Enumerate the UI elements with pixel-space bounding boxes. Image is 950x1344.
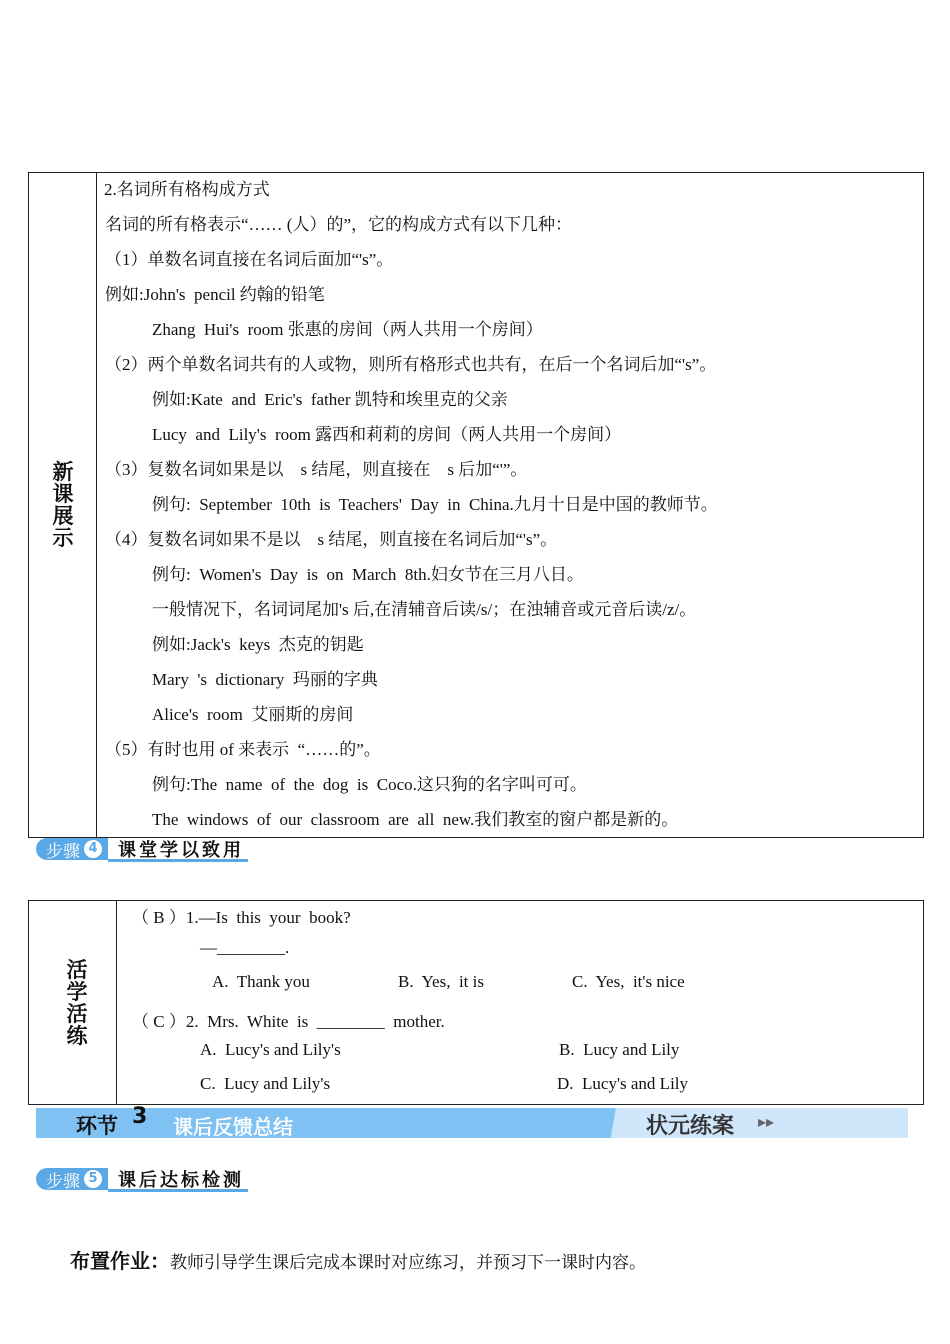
practice-table xyxy=(28,900,924,1105)
step-pill xyxy=(36,1168,108,1190)
homework-label: 布置作业： xyxy=(70,1249,170,1273)
content-line: 2.名词所有格构成方式 xyxy=(104,180,270,199)
content-line: （2）两个单数名词共有的人或物，则所有格形式也共有，在后一个名词后加“'s”。 xyxy=(105,355,717,374)
step4-header xyxy=(36,836,248,862)
content-line: 例如:Kate and Eric's father 凯特和埃里克的父亲 xyxy=(152,390,508,409)
side-label: 新课展示 xyxy=(52,460,74,550)
homework xyxy=(70,1245,646,1274)
step-pill xyxy=(36,838,108,860)
content-line: （3）复数名词如果是以 s 结尾，则直接在 s 后加“'”。 xyxy=(105,460,528,479)
content-line: 名词的所有格表示“…… (人）的”，它的构成方式有以下几种： xyxy=(105,215,573,234)
content-line: 例如:John's pencil 约翰的铅笔 xyxy=(105,285,325,304)
content-line: 一般情况下，名词词尾加's 后,在清辅音后读/s/；在浊辅音或元音后读/z/。 xyxy=(152,600,697,619)
content-line: 例句: September 10th is Teachers' Day in China.九月十日是中国的教师节。 xyxy=(152,495,718,514)
content-line: （1）单数名词直接在名词后面加“'s”。 xyxy=(105,250,394,269)
step-label: 步骤 xyxy=(46,841,80,862)
content-line: （5）有时也用 of 来表示 “……的”。 xyxy=(105,740,381,759)
content-line: （4）复数名词如果不是以 s 结尾，则直接在名词后加“'s”。 xyxy=(105,530,558,549)
step-label: 步骤 xyxy=(46,1171,80,1192)
answer-blank: —________. xyxy=(200,938,290,957)
content-line: 例句: Women's Day is on March 8th.妇女节在三月八日。 xyxy=(152,565,584,584)
option: C. Yes, it's nice xyxy=(572,972,685,991)
step-number: 4 xyxy=(84,840,102,858)
step-title: 课后达标检测 xyxy=(108,1166,248,1192)
content-line: Alice's room 艾丽斯的房间 xyxy=(152,705,354,724)
section-banner xyxy=(36,1104,908,1139)
content-line: The windows of our classroom are all new.我们教室的窗户都是新的。 xyxy=(152,810,679,829)
option: B. Yes, it is xyxy=(398,972,484,991)
content-line: 例句:The name of the dog is Coco.这只狗的名字叫可可。 xyxy=(152,775,587,794)
banner-left: 环节 xyxy=(76,1114,118,1138)
option: C. Lucy and Lily's xyxy=(200,1074,331,1093)
banner-title: 课后反馈总结 xyxy=(173,1115,293,1139)
banner-right: 状元练案 xyxy=(646,1114,735,1139)
step-title: 课堂学以致用 xyxy=(108,836,248,862)
content-line: Mary 's dictionary 玛丽的字典 xyxy=(152,670,378,689)
option: A. Thank you xyxy=(212,972,310,991)
column-divider xyxy=(116,901,117,1104)
side-label: 活学活练 xyxy=(66,958,88,1048)
column-divider xyxy=(96,173,97,837)
step-number: 5 xyxy=(84,1170,102,1188)
step5-header xyxy=(36,1166,248,1192)
content-line: Lucy and Lily's room 露西和莉莉的房间（两人共用一个房间） xyxy=(152,425,622,444)
content-line: Zhang Hui's room 张惠的房间（两人共用一个房间） xyxy=(152,320,543,339)
question-2: （ C ）2. Mrs. White is ________ mother. xyxy=(132,1012,445,1031)
option: A. Lucy's and Lily's xyxy=(200,1040,341,1059)
question-1: （ B ）1.—Is this your book? xyxy=(132,908,351,927)
content-line: 例如:Jack's keys 杰克的钥匙 xyxy=(152,635,364,654)
homework-text: 教师引导学生课后完成本课时对应练习，并预习下一课时内容。 xyxy=(170,1253,646,1272)
arrow-icon: ▸▸ xyxy=(758,1114,775,1131)
banner-number: 3 xyxy=(132,1104,148,1129)
option: B. Lucy and Lily xyxy=(559,1040,680,1059)
option: D. Lucy's and Lily xyxy=(557,1074,689,1093)
